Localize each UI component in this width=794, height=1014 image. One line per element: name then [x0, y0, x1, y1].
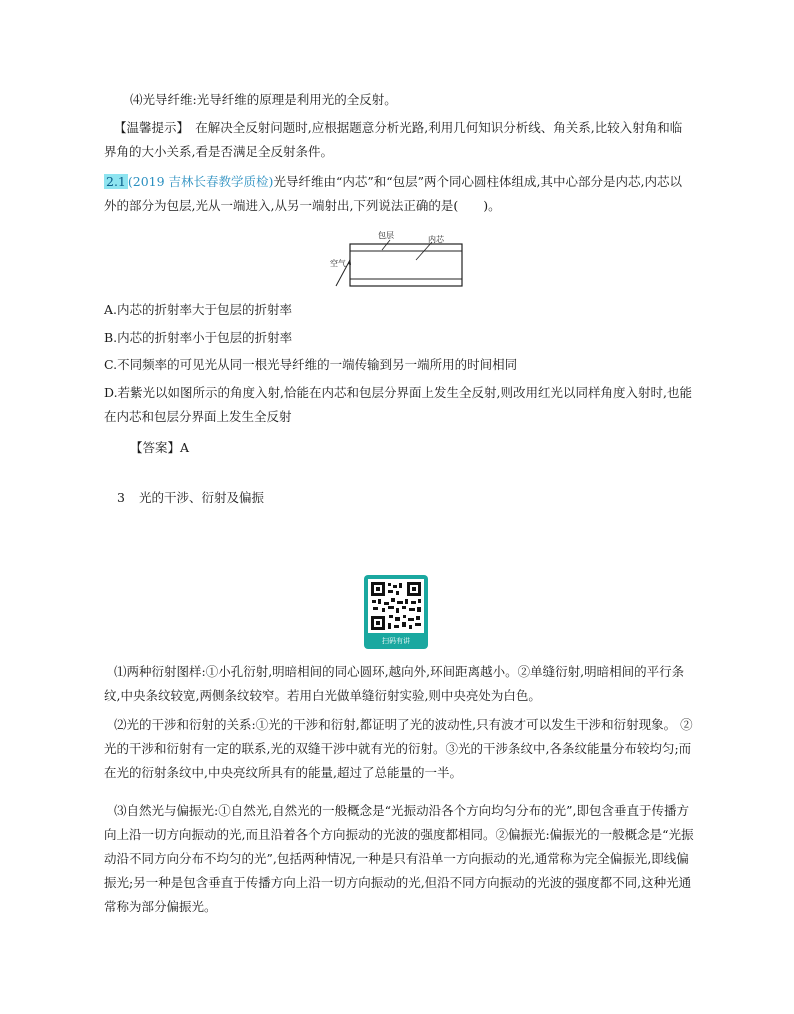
option-d: D.若紫光以如图所示的角度入射,恰能在内芯和包层分界面上发生全反射,则改用红光以同样角度入射时,也能在内芯和包层分界面上发生全反射: [104, 385, 692, 424]
warm-tip-text: 在解决全反射问题时,应根据题意分析光路,利用几何知识分析线、角关系,比较入射角和临界角的大小关系,看是否满足全反射条件。: [104, 120, 683, 159]
question-source: (2019 吉林长春教学质检): [127, 174, 274, 189]
qr-caption: 扫码有讲: [382, 637, 410, 645]
content-paragraph-3: ⑶自然光与偏振光:①自然光,自然光的一般概念是“光振动沿各个方向均匀分布的光”,即包含垂直于传播方向上沿一切方向振动的光,而且沿着各个方向振动的光波的强度都相同。②偏振光:偏振光的一般概念是“光振动沿不同方向分布不均匀的光”,包括两种情况,一种是只有沿单一方向振动的光,通常称为完全偏振光,即线偏振光;另一种是包含垂直于传播方向上沿一切方向振动的光,但沿不同方向振动的光波的强度都不同,这种光通常称为部分偏振光。: [104, 803, 694, 914]
qr-code[interactable]: [364, 575, 428, 649]
option-a: A.内芯的折射率大于包层的折射率: [104, 302, 293, 317]
optical-fiber-diagram: [330, 230, 466, 290]
paragraph-optical-fiber: ⑷光导纤维:光导纤维的原理是利用光的全反射。: [130, 92, 397, 107]
option-c: C.不同频率的可见光从同一根光导纤维的一端传输到另一端所用的时间相同: [104, 357, 518, 372]
warm-tip-label: 【温馨提示】: [114, 120, 183, 135]
question-number-tag: 2.1: [106, 174, 126, 189]
label-air: 空气: [330, 259, 346, 268]
section-title: 光的干涉、衍射及偏振: [138, 490, 264, 505]
option-b: B.内芯的折射率小于包层的折射率: [104, 330, 293, 345]
question-text: 光导纤维由“内芯”和“包层”两个同心圆柱体组成,其中心部分是内芯,内芯以外的部分为包层,光从一端进入,从另一端射出,下列说法正确的是( )。: [104, 174, 682, 213]
warm-tip: [104, 116, 694, 164]
section-number: 3: [117, 490, 125, 505]
label-core: 内芯: [428, 235, 444, 244]
content-paragraph-1: ⑴两种衍射图样:①小孔衍射,明暗相间的同心圆环,越向外,环间距离越小。②单缝衍射,明暗相间的平行条纹,中央条纹较宽,两侧条纹较窄。若用白光做单缝衍射实验,则中央亮处为白色。: [104, 664, 685, 703]
optical-fiber-figure: [330, 230, 466, 294]
qr-code-icon: [364, 575, 428, 649]
label-cladding: 包层: [378, 231, 394, 240]
answer: 【答案】A: [130, 440, 190, 455]
section-heading: [117, 488, 264, 506]
content-paragraph-2: ⑵光的干涉和衍射的关系:①光的干涉和衍射,都证明了光的波动性,只有波才可以发生干涉和衍射现象。 ②光的干涉和衍射有一定的联系,光的双缝干涉中就有光的衍射。③光的干涉条纹中,各条纹能量分布较均匀;而在光的衍射条纹中,中央亮纹所具有的能量,超过了总能量的一半。: [104, 717, 693, 780]
question: [104, 170, 694, 218]
